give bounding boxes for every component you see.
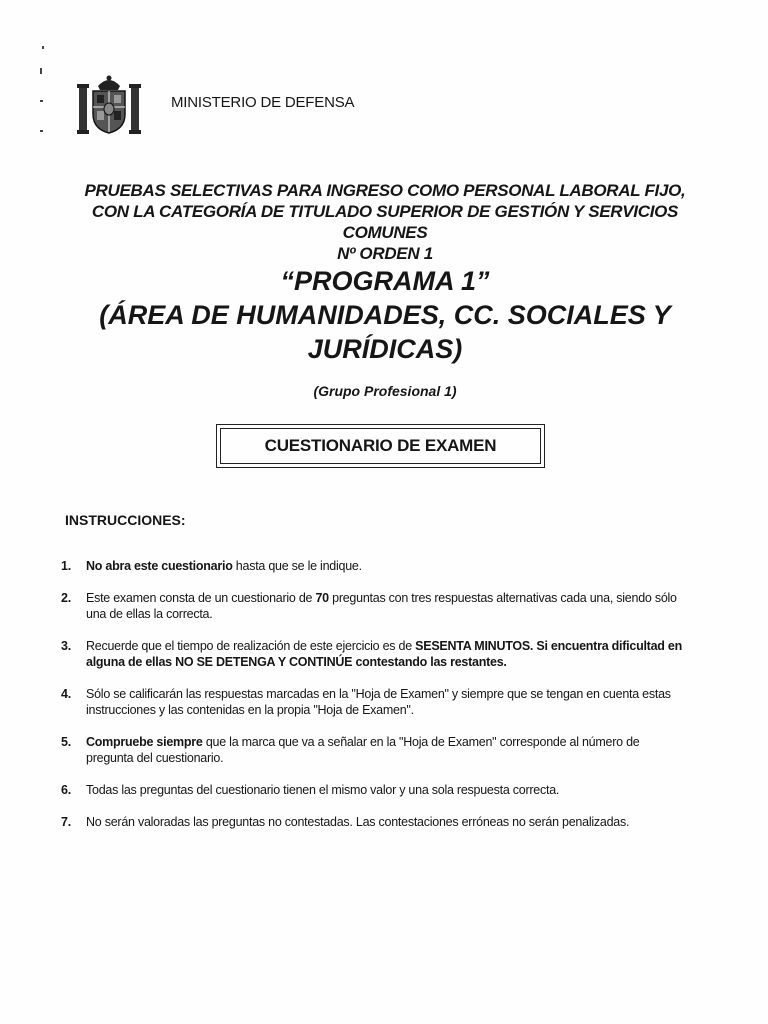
instruction-plain-text: que la marca que va a señalar en la "Hoja de Examen" corresponde al número de (202, 735, 640, 749)
instruction-plain-text: hasta que se le indique. (232, 559, 362, 573)
title-line: COMUNES (342, 223, 428, 242)
order-number: Nº ORDEN 1 (337, 244, 433, 263)
exam-heading (60, 180, 710, 399)
instruction-line (86, 814, 710, 830)
instruction-text (86, 638, 710, 670)
instruction-number: 5. (61, 735, 71, 749)
spanish-coat-of-arms-icon (76, 74, 142, 136)
instruction-line (86, 702, 710, 718)
exam-title-box (216, 424, 545, 468)
instruction-item (60, 638, 710, 670)
area-title: (ÁREA DE HUMANIDADES, CC. SOCIALES Y (99, 300, 671, 330)
scan-mark (40, 68, 42, 74)
instruction-bold-text: Compruebe siempre (86, 735, 203, 749)
instruction-text (86, 686, 710, 718)
instruction-plain-text: preguntas con tres respuestas alternativas cada una, siendo sólo (328, 591, 677, 605)
instruction-number: 7. (61, 815, 71, 829)
instruction-item (60, 814, 710, 830)
instruction-bold-text: No abra este cuestionario (86, 559, 233, 573)
instruction-text (86, 814, 710, 830)
scan-mark (40, 100, 43, 102)
instruction-plain-text: Todas las preguntas del cuestionario tienen el mismo valor y una sola respuesta correcta. (86, 783, 560, 797)
instruction-number: 2. (61, 591, 71, 605)
instruction-bold-text: SESENTA MINUTOS. Si encuentra dificultad en (415, 639, 682, 653)
instruction-text (86, 734, 710, 766)
area-title: JURÍDICAS) (307, 334, 463, 364)
instruction-plain-text: Sólo se calificarán las respuestas marcadas en la "Hoja de Examen" y siempre que se tengan en cuenta estas (86, 687, 671, 701)
instruction-line (86, 686, 710, 702)
instruction-number: 4. (61, 687, 71, 701)
scan-mark (42, 46, 44, 49)
professional-group: (Grupo Profesional 1) (313, 383, 457, 399)
instruction-item (60, 590, 710, 622)
instruction-line (86, 638, 710, 654)
instruction-line (86, 750, 710, 766)
instruction-text (86, 590, 710, 622)
instruction-item (60, 734, 710, 766)
scan-mark (40, 130, 43, 132)
instruction-number: 3. (61, 639, 71, 653)
program-title: “PROGRAMA 1” (280, 266, 490, 296)
instruction-plain-text: No serán valoradas las preguntas no contestadas. Las contestaciones erróneas no serán penalizadas. (86, 815, 630, 829)
instruction-bold-text: alguna de ellas NO SE DETENGA Y CONTINÚE contestando las restantes. (86, 655, 507, 669)
instruction-line (86, 782, 710, 798)
instruction-text (86, 558, 710, 574)
instruction-number: 6. (61, 783, 71, 797)
instructions-heading: INSTRUCCIONES: (65, 512, 186, 528)
instruction-line (86, 734, 710, 750)
instruction-line (86, 606, 710, 622)
instruction-plain-text: una de ellas la correcta. (86, 607, 213, 621)
instruction-line (86, 654, 710, 670)
instruction-item (60, 782, 710, 798)
instruction-plain-text: instrucciones y las contenidas en la propia "Hoja de Examen". (86, 703, 414, 717)
instruction-plain-text: pregunta del cuestionario. (86, 751, 224, 765)
instruction-line (86, 590, 710, 606)
instruction-text (86, 782, 710, 798)
title-line: PRUEBAS SELECTIVAS PARA INGRESO COMO PERSONAL LABORAL FIJO, (84, 181, 686, 200)
instruction-plain-text: Recuerde que el tiempo de realización de este ejercicio es de (86, 639, 416, 653)
instruction-item (60, 686, 710, 718)
instruction-line (86, 558, 710, 574)
instruction-bold-text: 70 (315, 591, 329, 605)
instruction-number: 1. (61, 559, 71, 573)
ministry-name: MINISTERIO DE DEFENSA (171, 94, 355, 111)
instructions-list (60, 558, 710, 830)
title-line: CON LA CATEGORÍA DE TITULADO SUPERIOR DE GESTIÓN Y SERVICIOS (91, 202, 679, 221)
exam-title: CUESTIONARIO DE EXAMEN (220, 428, 541, 464)
instruction-plain-text: Este examen consta de un cuestionario de (86, 591, 316, 605)
instruction-item (60, 558, 710, 574)
